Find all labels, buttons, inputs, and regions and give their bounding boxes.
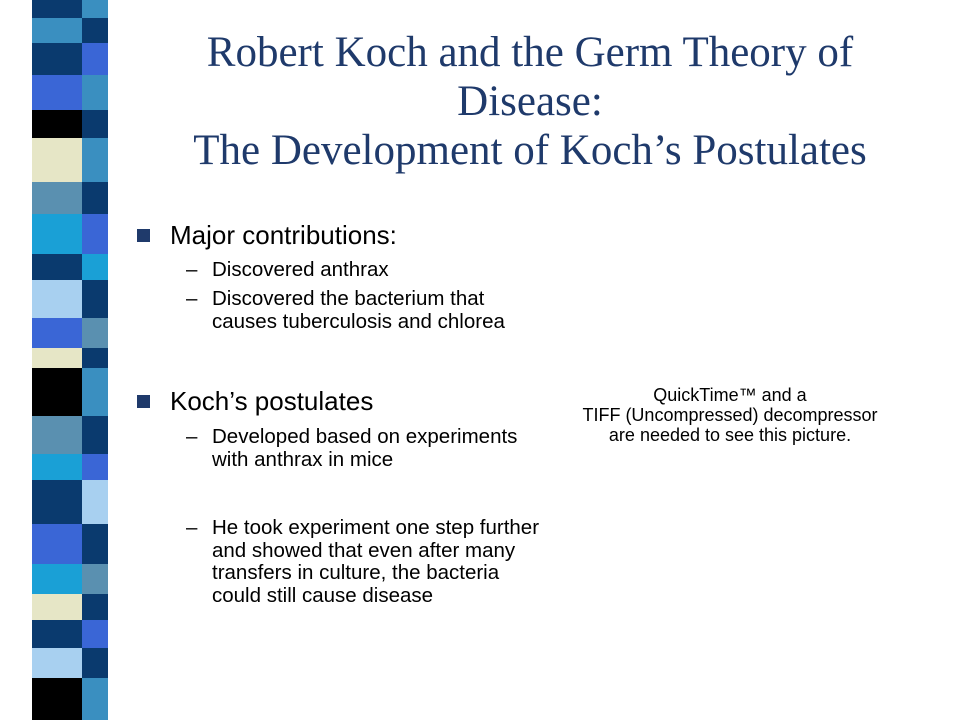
stripe-block xyxy=(82,648,108,678)
stripe-block xyxy=(32,368,82,416)
stripe-block xyxy=(32,138,82,182)
stripe-block xyxy=(32,18,82,43)
stripe-block xyxy=(32,564,82,594)
stripe-block xyxy=(82,678,108,720)
sub-bullet-text: Discovered the bacterium that causes tuberculosis and chlorea xyxy=(212,287,505,333)
stripe-block xyxy=(32,280,82,318)
stripe-block xyxy=(82,43,108,75)
stripe-block xyxy=(32,648,82,678)
stripe-block xyxy=(82,254,108,280)
image-placeholder xyxy=(560,385,900,445)
stripe-block xyxy=(32,43,82,75)
stripe-block xyxy=(82,620,108,648)
bullet-text: Major contributions: xyxy=(170,220,397,250)
sub-bullet xyxy=(186,517,546,607)
stripe-block xyxy=(32,110,82,138)
stripe-block xyxy=(82,0,108,18)
bullet-text: Koch’s postulates xyxy=(170,386,374,416)
stripe-block xyxy=(82,348,108,368)
stripe-block xyxy=(32,524,82,564)
stripe-block xyxy=(82,524,108,564)
sub-bullet-text: He took experiment one step further and showed that even after many transfers in culture, the bacteria could still cause disease xyxy=(212,516,540,607)
sub-bullet xyxy=(186,259,546,282)
stripe-block xyxy=(82,110,108,138)
square-bullet-icon xyxy=(137,395,150,408)
dash-marker: – xyxy=(186,287,198,310)
stripe-block xyxy=(32,678,82,720)
slide-title xyxy=(140,28,920,175)
stripe-block xyxy=(82,280,108,318)
stripe-block xyxy=(32,620,82,648)
stripe-block xyxy=(82,416,108,454)
stripe-block xyxy=(82,182,108,214)
placeholder-line: QuickTime™ and a xyxy=(653,385,807,405)
stripe-block xyxy=(82,318,108,348)
slide-title-line: Robert Koch and the Germ Theory of xyxy=(206,29,854,76)
stripe-block xyxy=(82,480,108,524)
slide-title-line: Disease: xyxy=(457,78,603,125)
stripe-block xyxy=(32,214,82,254)
stripe-block xyxy=(82,75,108,110)
stripe-block xyxy=(82,138,108,182)
sub-bullet-text: Developed based on experiments with anthrax in mice xyxy=(212,425,518,471)
stripe-block xyxy=(32,182,82,214)
dash-marker: – xyxy=(186,258,198,281)
stripe-block xyxy=(82,18,108,43)
stripe-block xyxy=(82,564,108,594)
stripe-block xyxy=(32,594,82,620)
stripe-block xyxy=(32,318,82,348)
stripe-block xyxy=(32,454,82,480)
stripe-block xyxy=(32,480,82,524)
stripe-block xyxy=(82,454,108,480)
stripe-block xyxy=(32,0,82,18)
placeholder-line: are needed to see this picture. xyxy=(608,425,852,445)
slide-title-line: The Development of Koch’s Postulates xyxy=(193,127,867,174)
dash-marker: – xyxy=(186,516,198,539)
stripe-block xyxy=(82,214,108,254)
square-bullet-icon xyxy=(137,229,150,242)
decorative-color-stripe xyxy=(0,0,108,720)
sub-bullet xyxy=(186,288,546,333)
dash-marker: – xyxy=(186,425,198,448)
stripe-block xyxy=(32,348,82,368)
stripe-block xyxy=(32,254,82,280)
placeholder-line: TIFF (Uncompressed) decompressor xyxy=(582,405,878,425)
sub-bullet xyxy=(186,426,546,471)
stripe-block xyxy=(32,75,82,110)
sub-bullet-text: Discovered anthrax xyxy=(212,258,389,281)
stripe-block xyxy=(82,368,108,416)
stripe-block xyxy=(32,416,82,454)
stripe-block xyxy=(82,594,108,620)
